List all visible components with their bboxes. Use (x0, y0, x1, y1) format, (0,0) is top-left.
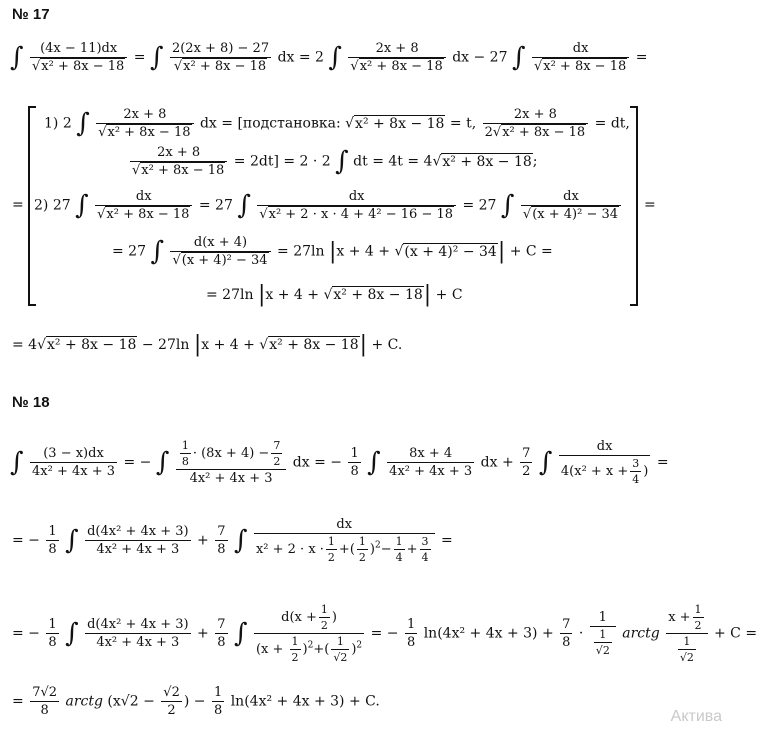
system-equals-left: = (12, 197, 24, 213)
p17-step-2b: = 27 ∫ $\frac{d(x + 4)}{\text{√(x + 4)² − 34}}$ = 27ln |x + 4 + √(x + 4)² − 34| + C = (112, 235, 553, 268)
p17-line-1: ∫ $\frac{(4x - 11)dx}{\text{√x² + 8x − 18}}$ = ∫ $\frac{2(2x + 8) - 27}{\text{√x² + 8x − 18}}$ dx = 2 ∫ $\frac{2x + 8}{\text{√x² + 8x − 18}}$ dx − 27 ∫ $\frac{dx}{\text{√x² + 8x − 18}}$ = (10, 41, 648, 74)
p18-result: = $\frac{7√2}{8}$ arctg (x√2 − $\frac{√2}{2}$ ) − $\frac{1}{8}$ ln(4x² + 4x + 3) + C. (12, 685, 380, 718)
integral-sign: ∫ (149, 42, 164, 73)
fraction: $\frac{(4x - 11)dx}{\text{√x² + 8x − 18}}$ (30, 42, 127, 73)
integral-sign: ∫ (511, 42, 526, 73)
activation-watermark: Актива (670, 708, 722, 725)
p18-line-3: = − $\frac{1}{8}$ ∫ $\frac{\text{d(4x² + 4x + 3)}}{\text{4x² + 4x + 3}}$ + $\frac{7}{8}$ ∫ d(x + $\frac{1}{2}$ ) (x + $\frac{1}{2}$ )$^2$+( $\frac{1}{√2}$ )$^2$ = − $\frac{1}{8}$ ln(4x² + 4x + 3) + $\frac{7}{8}$ · $\frac{1}{\frac{1}{√2}}$ arctg x + $\frac{1}{2}$ $\frac{1}{√2}$ + C = (12, 603, 757, 664)
p17-result: = 4√x² + 8x − 18 − 27ln |x + 4 + √x² + 8x − 18| + C. (12, 332, 403, 357)
p18-line-1: ∫ $\frac{(3 - x)dx}{\text{4x² + 4x + 3}}$ = − ∫ $\frac{1}{8}$ · (8x + 4) − $\frac{7}{2}$ 4x² + 4x + 3 dx = − $\frac{1}{8}$ ∫ $\frac{8x + 4}{\text{4x² + 4x + 3}}$ dx + $\frac{7}{2}$ ∫ dx 4(x² + x + $\frac{3}{4}$ ) = (10, 439, 669, 486)
problem-18-heading: № 18 (12, 394, 50, 411)
p17-step-1: 1) 2 ∫ $\frac{2x + 8}{\text{√x² + 8x − 18}}$ dx = [подстановка: √x² + 8x − 18 = t, $\frac{2x + 8}{\text{2√x² + 8x − 18}}$ = dt, (44, 107, 630, 140)
integral-sign: ∫ (328, 42, 342, 73)
p17-step-1b: $\frac{2x + 8}{\text{√x² + 8x − 18}}$ = 2dt] = 2 · 2 ∫ dt = 4t = 4√x² + 8x − 18; (132, 145, 538, 178)
p17-step-2: 2) 27 ∫ $\frac{dx}{\text{√x² + 8x − 18}}$ = 27 ∫ $\frac{dx}{\text{√x² + 2 · x · 4 + 4² − 16 − 18}}$ = 27 ∫ $\frac{dx}{\text{√(x + 4)² − 34}}$ (34, 190, 623, 221)
system-equals-right: = (644, 197, 656, 213)
integral-sign: ∫ (10, 42, 24, 73)
p18-line-2: = − $\frac{1}{8}$ ∫ $\frac{\text{d(4x² + 4x + 3)}}{\text{4x² + 4x + 3}}$ + $\frac{7}{8}$ ∫ dx x² + 2 · x · $\frac{1}{2}$ +( $\frac{1}{2}$ )$^2$− $\frac{1}{4}$ + $\frac{3}{4}$ = (12, 517, 453, 564)
p17-step-2c: = 27ln |x + 4 + √x² + 8x − 18| + C (206, 282, 463, 307)
problem-17-heading: № 17 (12, 6, 50, 23)
fraction: $\frac{dx}{\text{√x² + 8x − 18}}$ (532, 42, 629, 73)
system-bracket-right (630, 106, 638, 306)
fraction: $\frac{2(2x + 8) - 27}{\text{√x² + 8x − 18}}$ (171, 41, 270, 74)
fraction: $\frac{2x + 8}{\text{√x² + 8x − 18}}$ (348, 42, 445, 73)
